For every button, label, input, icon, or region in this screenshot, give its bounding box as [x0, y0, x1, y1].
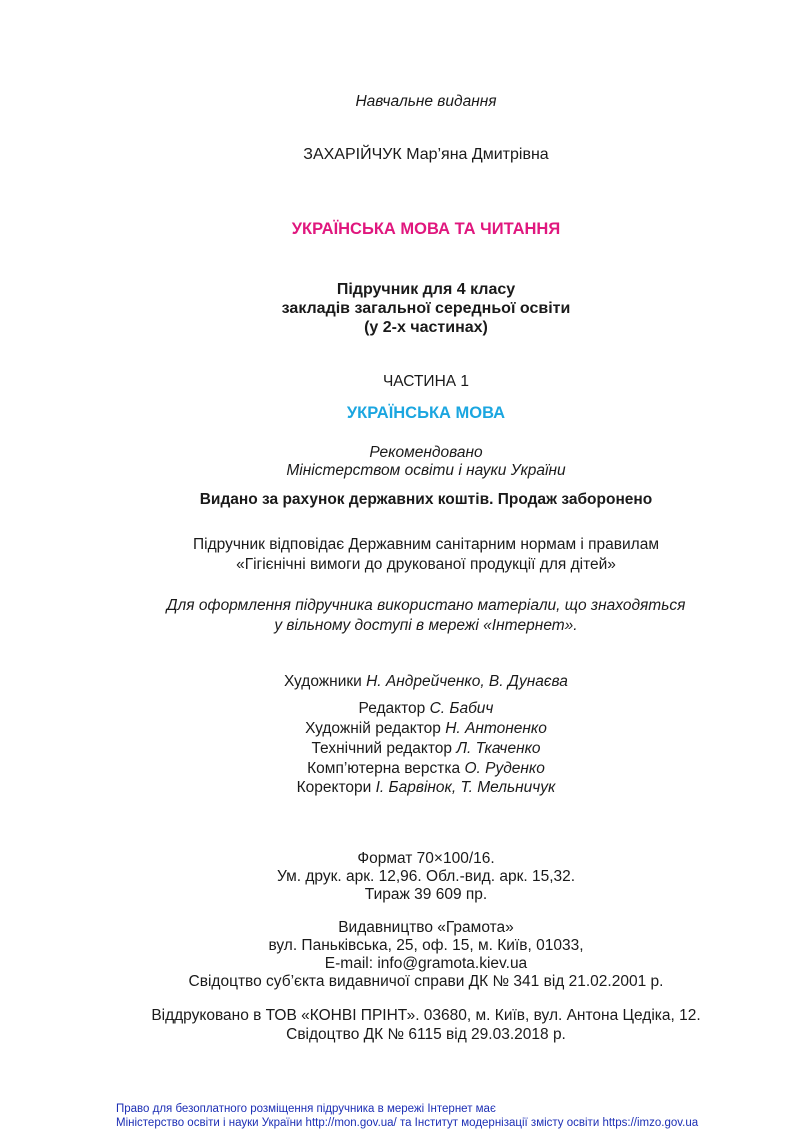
recommendation-line-2: Міністерством освіти і науки України [286, 462, 566, 479]
credit-artists [0, 672, 800, 692]
printer-line-1: Віддруковано в ТОВ «КОНВІ ПРІНТ». 03680, м. Київ, вул. Антона Цедіка, 12. [151, 1007, 701, 1024]
subtitle-line-2: закладів загальної середньої освіти [281, 300, 571, 317]
sanitary-line-2: «Гігієнічні вимоги до друкованої продукції для дітей» [236, 556, 616, 573]
credit-layout-name: О. Руденко [464, 760, 545, 777]
credit-tech-editor-label: Технічний редактор [311, 740, 453, 757]
credit-art-editor-label: Художній редактор [305, 720, 441, 737]
footer-rights-line-1: Право для безоплатного розміщення підручника в мережі Інтернет має [116, 1103, 496, 1115]
author-name: ЗАХАРІЙЧУК Мар’яна Дмитрівна [303, 146, 549, 163]
sanitary-line-1: Підручник відповідає Державним санітарним нормам і правилам [193, 536, 659, 553]
subtitle-line-3: (у 2-х частинах) [364, 319, 488, 336]
publisher-certificate: Свідоцтво суб’єкта видавничої справи ДК № 341 від 21.02.2001 р. [188, 973, 664, 990]
publisher-address: вул. Паньківська, 25, оф. 15, м. Київ, 01033, [268, 937, 584, 954]
credit-artists-label: Художники [284, 673, 362, 690]
credit-proofreaders-names: І. Барвінок, Т. Мельничук [375, 779, 556, 796]
print-format: Формат 70×100/16. [357, 850, 495, 867]
credit-art-editor-name: Н. Антоненко [445, 720, 547, 737]
part-title: УКРАЇНСЬКА МОВА [346, 404, 506, 422]
materials-line-1: Для оформлення підручника використано матеріали, що знаходяться [166, 597, 686, 614]
credit-editor-label: Редактор [358, 700, 426, 717]
credit-proofreaders [0, 778, 800, 798]
materials-line-2: у вільному доступі в мережі «Інтернет». [274, 617, 578, 634]
edition-type: Навчальне видання [355, 93, 497, 110]
credit-tech-editor [0, 739, 800, 759]
credit-proofreaders-label: Коректори [296, 779, 372, 796]
credit-layout-label: Комп’ютерна верстка [307, 760, 461, 777]
print-sheets: Ум. друк. арк. 12,96. Обл.-вид. арк. 15,32. [276, 868, 576, 885]
recommendation-line-1: Рекомендовано [369, 444, 483, 461]
credit-layout [0, 759, 800, 779]
publisher-email: E-mail: info@gramota.kiev.ua [324, 955, 528, 972]
credit-editor-name: С. Бабич [429, 700, 494, 717]
publisher-name: Видавництво «Грамота» [338, 919, 514, 936]
credit-artists-names: Н. Андрейченко, В. Дунаєва [366, 673, 568, 690]
book-title: УКРАЇНСЬКА МОВА ТА ЧИТАННЯ [291, 220, 561, 238]
printer-line-2: Свідоцтво ДК № 6115 від 29.03.2018 р. [286, 1026, 566, 1043]
footer-rights-line-2: Міністерство освіти і науки України http://mon.gov.ua/ та Інститут модернізації змісту освіти https://imzo.gov.ua [116, 1117, 699, 1129]
print-circulation: Тираж 39 609 пр. [364, 886, 488, 903]
part-number: ЧАСТИНА 1 [382, 373, 470, 390]
credit-editor [0, 699, 800, 719]
credit-tech-editor-name: Л. Ткаченко [456, 740, 541, 757]
subtitle-line-1: Підручник для 4 класу [336, 281, 516, 298]
credit-art-editor [0, 719, 800, 739]
funding-notice: Видано за рахунок державних коштів. Продаж заборонено [199, 491, 653, 508]
